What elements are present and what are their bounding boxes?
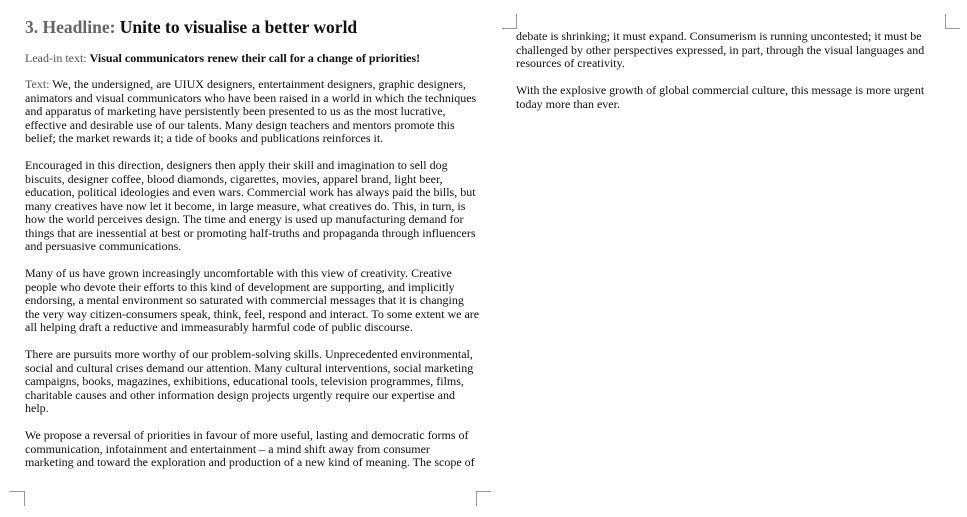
lead-in-text: Visual communicators renew their call for a change of priorities! (89, 51, 421, 65)
body-text-left (25, 78, 480, 483)
paragraph: debate is shrinking; it must expand. Consumerism is running uncontested; it must be challenged by other perspectives expressed, in part, through the visual languages and resources of creativity. (516, 29, 925, 70)
paragraph: Encouraged in this direction, designers then apply their skill and imagination to sell dog biscuits, designer coffee, blood diamonds, cigarettes, movies, apparel brand, light beer, education, political ideologies and even wars. Commercial work has always paid the bills, but many creatives have now let it become, in large measure, what creatives do. This, in turn, is how the world perceives design. The time and energy is used up manufacturing demand for things that are inessential at best or promoting half-truths and propaganda through influencers and persuasive communications. (25, 158, 476, 253)
crop-mark-bottom-left (10, 491, 25, 506)
lead-in (25, 50, 420, 66)
headline (25, 16, 357, 38)
paragraph (25, 78, 480, 146)
paragraph: We propose a reversal of priorities in favour of more useful, lasting and democratic forms of communication, infotainment and entertainment – a mind shift away from consumer marketing and toward the exploration and production of a new kind of meaning. The scope of (25, 428, 475, 469)
headline-number: 3. Headline: (25, 17, 116, 37)
headline-text: Unite to visualise a better world (119, 17, 358, 37)
paragraph: With the explosive growth of global commercial culture, this message is more urgent today more than ever. (516, 83, 925, 111)
paragraph-text: We, the undersigned, are UIUX designers, entertainment designers, graphic designers, animators and visual communicators who have been raised in a world in which the techniques and apparatus of marketing have persistently been presented to us as the most lucrative, effective and desirable use of our talents. Many design teachers and mentors promote this belief; the market rewards it; a tide of books and publications reinforces it. (25, 77, 477, 145)
crop-mark-top-left (502, 14, 517, 29)
paragraph: Many of us have grown increasingly uncomfortable with this view of creativity. Creative people who devote their efforts to this kind of development are supporting, and implicitly endorsing, a mental environment so saturated with commercial messages that it is changing the very way citizen-consumers speak, think, feel, respond and interact. To some extent we are all helping draft a reductive and immeasurably harmful code of public discourse. (25, 266, 480, 334)
text-label: Text: (25, 77, 50, 91)
body-text-right (516, 30, 941, 111)
lead-in-label: Lead-in text: (25, 51, 87, 65)
right-column (516, 30, 941, 125)
crop-mark-bottom-right (476, 491, 491, 506)
paragraph: There are pursuits more worthy of our problem-solving skills. Unprecedented environmental, social and cultural crises demand our attention. Many cultural interventions, social marketing campaigns, books, magazines, exhibitions, educational tools, television programmes, films, charitable causes and other information design projects urgently require our expertise and help. (25, 347, 474, 415)
crop-mark-top-right (945, 14, 960, 29)
